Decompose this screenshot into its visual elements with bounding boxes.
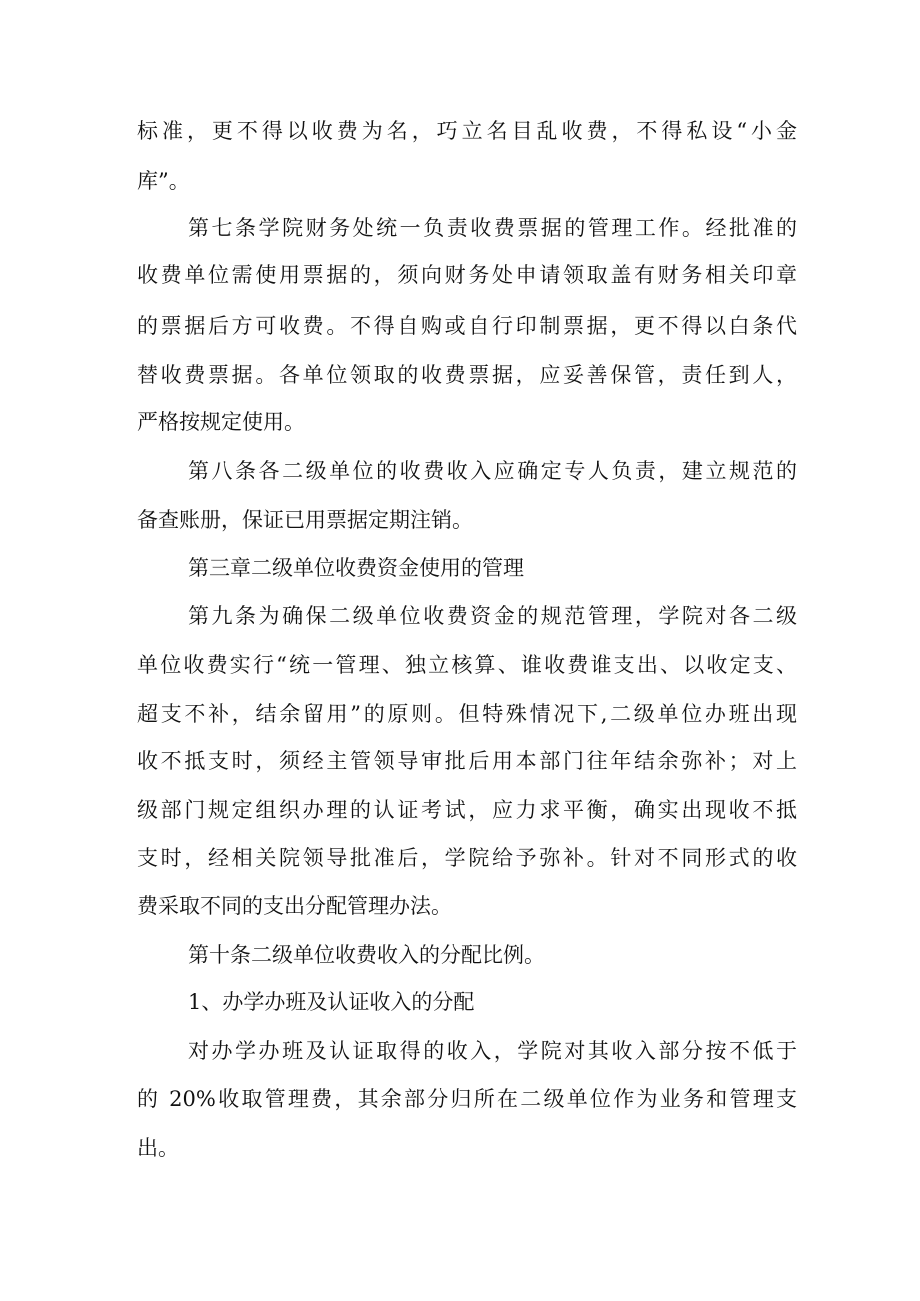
text-line: 超支不补，结余留用”的原则。但特殊情况下,二级单位办班出现: [137, 702, 797, 726]
text-line: 1、办学办班及认证收入的分配: [188, 990, 475, 1014]
text-line: 支时，经相关院领导批准后，学院给予弥补。针对不同形式的收: [137, 846, 797, 870]
text-line: 对办学办班及认证取得的收入，学院对其收入部分按不低于: [188, 1039, 797, 1063]
text-line: 第八条各二级单位的收费收入应确定专人负责，建立规范的: [188, 459, 797, 483]
text-line: 收费单位需使用票据的，须向财务处申请领取盖有财务相关印章: [137, 263, 797, 287]
text-line: 出。: [137, 1136, 179, 1160]
text-line: 第七条学院财务处统一负责收费票据的管理工作。经批准的: [188, 216, 797, 240]
text-line: 第十条二级单位收费收入的分配比例。: [188, 943, 545, 967]
text-line: 单位收费实行“统一管理、独立核算、谁收费谁支出、以收定支、: [137, 653, 797, 677]
text-line: 第九条为确保二级单位收费资金的规范管理，学院对各二级: [188, 604, 797, 628]
text-line: 标准，更不得以收费为名，巧立名目乱收费，不得私设“小金: [137, 119, 797, 143]
text-line: 收不抵支时，须经主管领导审批后用本部门往年结余弥补；对上: [137, 749, 797, 773]
text-line: 的 20%收取管理费，其余部分归所在二级单位作为业务和管理支: [137, 1087, 797, 1111]
chapter-heading: 第三章二级单位收费资金使用的管理: [188, 556, 524, 580]
text-line: 替收费票据。各单位领取的收费票据，应妥善保管，责任到人，: [137, 363, 797, 387]
text-line: 严格按规定使用。: [137, 410, 305, 434]
text-line: 库”。: [137, 169, 190, 193]
text-line: 级部门规定组织办理的认证考试，应力求平衡，确实出现收不抵: [137, 798, 797, 822]
text-line: 费采取不同的支出分配管理办法。: [137, 894, 452, 918]
text-line: 的票据后方可收费。不得自购或自行印制票据，更不得以白条代: [137, 314, 797, 338]
text-line: 备查账册，保证已用票据定期注销。: [137, 508, 473, 532]
